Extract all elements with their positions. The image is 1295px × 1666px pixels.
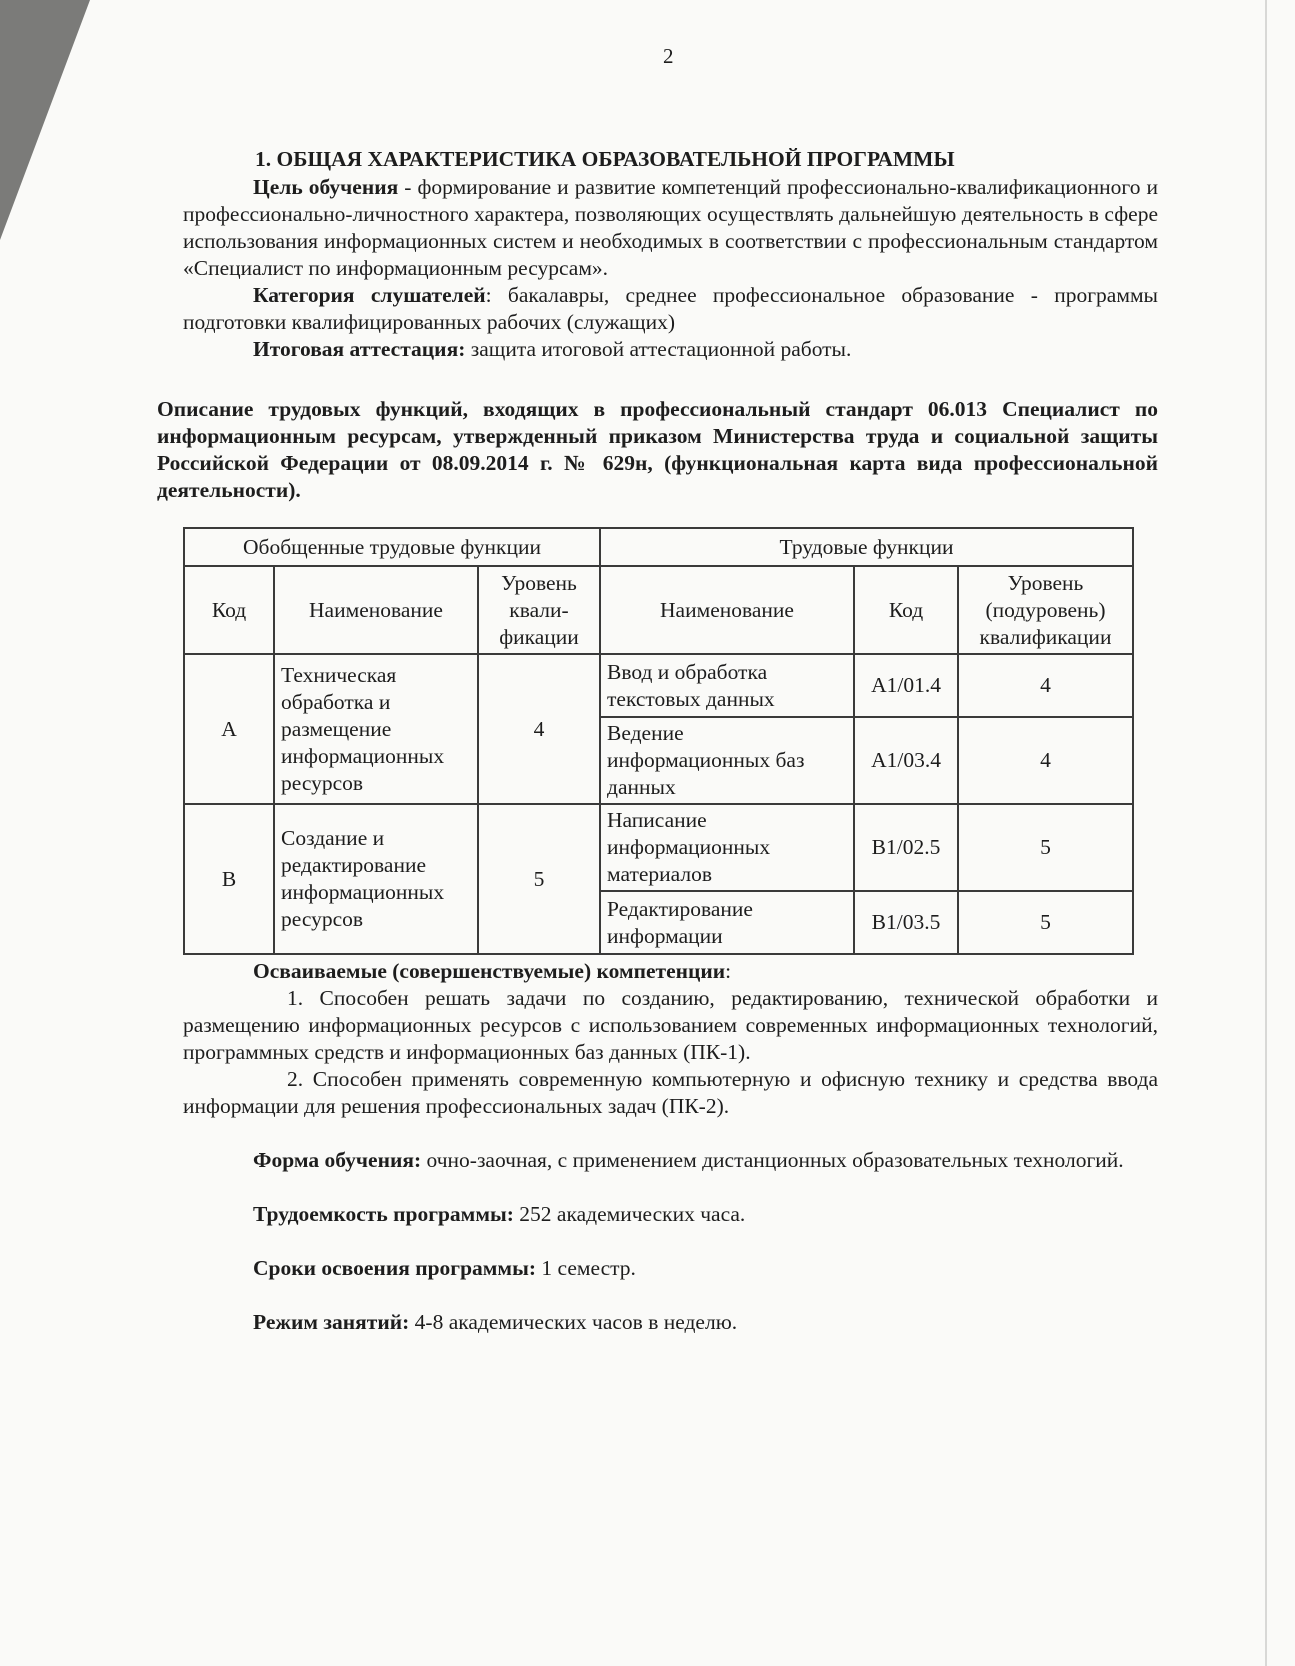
section-title: 1. ОБЩАЯ ХАРАКТЕРИСТИКА ОБРАЗОВАТЕЛЬНОЙ ПРОГРАММЫ bbox=[255, 147, 955, 171]
col-level: Уровень квали-фикации bbox=[478, 566, 600, 654]
attestation-label: Итоговая аттестация: bbox=[253, 337, 466, 361]
table-row: B Создание и редактирование информационных ресурсов 5 Написание информационных материалов B1/02.5 5 bbox=[184, 804, 1133, 891]
audience-paragraph bbox=[183, 282, 1158, 336]
table-row: Редактирование информации B1/03.5 5 bbox=[184, 891, 1133, 954]
table-row: A Техническая обработка и размещение информационных ресурсов 4 Ввод и обработка текстовых данных A1/01.4 4 bbox=[184, 654, 1133, 717]
page-edge bbox=[1265, 0, 1267, 1666]
group-header-functions: Трудовые функции bbox=[600, 528, 1133, 566]
group-header-generalized: Обобщенные трудовые функции bbox=[184, 528, 600, 566]
workload-paragraph: Трудоемкость программы: 252 академических часа. bbox=[253, 1202, 746, 1226]
goal-label: Цель обучения bbox=[253, 175, 399, 199]
form-paragraph: Форма обучения: очно-заочная, с применением дистанционных образовательных технологий. bbox=[253, 1148, 1124, 1172]
col-name: Наименование bbox=[274, 566, 478, 654]
schedule-paragraph: Режим занятий: 4-8 академических часов в неделю. bbox=[253, 1310, 738, 1334]
folded-corner bbox=[0, 0, 90, 240]
functions-table bbox=[183, 527, 1134, 955]
col-code: Код bbox=[184, 566, 274, 654]
audience-text: : бакалавры, среднее профессиональное образование - программы подготовки квалифицированных рабочих (служащих) bbox=[183, 283, 1158, 334]
description-paragraph: Описание трудовых функций, входящих в профессиональный стандарт 06.013 Специалист по информационным ресурсам, утвержденный приказом Министерства труда и социальной защиты Российской Федерации от 08.09.2014 г. № 629н, (функциональная карта вида профессиональной деятельности). bbox=[157, 397, 1158, 502]
attestation-text: защита итоговой аттестационной работы. bbox=[465, 337, 852, 361]
table-row: Ведение информационных баз данных A1/03.4 4 bbox=[184, 717, 1133, 804]
competencies-heading: Осваиваемые (совершенствуемые) компетенции: bbox=[253, 959, 732, 983]
col-function-code: Код bbox=[854, 566, 958, 654]
col-function-name: Наименование bbox=[600, 566, 854, 654]
competency-item-2: 2. Способен применять современную компьютерную и офисную технику и средства ввода информации для решения профессиональных задач (ПК-2). bbox=[183, 1067, 1158, 1118]
goal-text: - формирование и развитие компетенций профессионально-квалификационного и профессионально-личностного характера, позволяющих осуществлять дальнейшую деятельность в сфере использования информационных систем и необходимых в соответствии с профессиональным стандартом «Специалист по информационным ресурсам». bbox=[183, 175, 1158, 280]
competency-item-1: 1. Способен решать задачи по созданию, редактированию, технической обработки и размещению информационных ресурсов с использованием современных информационных технологий, программных средств и информационных баз данных (ПК-1). bbox=[183, 986, 1158, 1064]
goal-paragraph bbox=[183, 174, 1158, 282]
page-number: 2 bbox=[663, 44, 674, 68]
duration-paragraph: Сроки освоения программы: 1 семестр. bbox=[253, 1256, 636, 1280]
col-function-level: Уровень (подуровень) квалификации bbox=[958, 566, 1133, 654]
attestation-paragraph bbox=[183, 336, 1158, 363]
audience-label: Категория слушателей bbox=[253, 283, 486, 307]
